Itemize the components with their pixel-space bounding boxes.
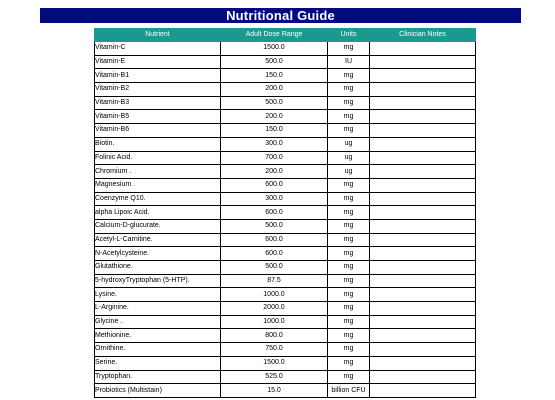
dose-cell: 150.0	[221, 69, 328, 83]
header-units: Units	[328, 29, 370, 42]
clinician-note-cell[interactable]	[370, 69, 476, 83]
table-row	[95, 55, 476, 69]
dose-cell: 200.0	[221, 83, 328, 97]
clinician-note-cell[interactable]	[370, 356, 476, 370]
unit-cell: mg	[328, 110, 370, 124]
table-row	[95, 96, 476, 110]
dose-cell: 600.0	[221, 233, 328, 247]
clinician-note-cell[interactable]	[370, 165, 476, 179]
unit-cell: mg	[328, 83, 370, 97]
clinician-note-cell[interactable]	[370, 206, 476, 220]
dose-cell: 87.5	[221, 274, 328, 288]
unit-cell: ug	[328, 165, 370, 179]
dose-cell: 150.0	[221, 124, 328, 138]
nutrient-cell: Biotin.	[95, 137, 221, 151]
nutrient-cell: L-Arginine.	[95, 302, 221, 316]
clinician-note-cell[interactable]	[370, 110, 476, 124]
nutrient-cell: Chromium .	[95, 165, 221, 179]
unit-cell: mg	[328, 343, 370, 357]
unit-cell: mg	[328, 69, 370, 83]
table-row	[95, 178, 476, 192]
nutrient-cell: alpha Lipoic Acid.	[95, 206, 221, 220]
unit-cell: mg	[328, 96, 370, 110]
nutrient-cell: Vitamin-B2	[95, 83, 221, 97]
table-row	[95, 69, 476, 83]
dose-cell: 2000.0	[221, 302, 328, 316]
table-row	[95, 329, 476, 343]
table-row	[95, 288, 476, 302]
unit-cell: mg	[328, 329, 370, 343]
table-row	[95, 370, 476, 384]
clinician-note-cell[interactable]	[370, 384, 476, 398]
table-row	[95, 356, 476, 370]
nutrient-cell: Vitamin-E	[95, 55, 221, 69]
unit-cell: mg	[328, 370, 370, 384]
dose-cell: 300.0	[221, 137, 328, 151]
nutrient-cell: Tryptophan.	[95, 370, 221, 384]
dose-cell: 700.0	[221, 151, 328, 165]
dose-cell: 1500.0	[221, 42, 328, 56]
table-row	[95, 206, 476, 220]
unit-cell: ug	[328, 151, 370, 165]
clinician-note-cell[interactable]	[370, 124, 476, 138]
clinician-note-cell[interactable]	[370, 343, 476, 357]
clinician-note-cell[interactable]	[370, 219, 476, 233]
unit-cell: mg	[328, 206, 370, 220]
dose-cell: 525.0	[221, 370, 328, 384]
dose-cell: 750.0	[221, 343, 328, 357]
dose-cell: 800.0	[221, 329, 328, 343]
table-row	[95, 274, 476, 288]
unit-cell: mg	[328, 247, 370, 261]
nutrient-cell: N-Acetylcysteine.	[95, 247, 221, 261]
table-row	[95, 83, 476, 97]
table-row	[95, 233, 476, 247]
table-row	[95, 343, 476, 357]
clinician-note-cell[interactable]	[370, 370, 476, 384]
table-row	[95, 315, 476, 329]
clinician-note-cell[interactable]	[370, 302, 476, 316]
unit-cell: mg	[328, 219, 370, 233]
unit-cell: mg	[328, 261, 370, 275]
nutrient-cell: Serine.	[95, 356, 221, 370]
table-row	[95, 261, 476, 275]
dose-cell: 500.0	[221, 219, 328, 233]
clinician-note-cell[interactable]	[370, 274, 476, 288]
dose-cell: 200.0	[221, 165, 328, 179]
unit-cell: mg	[328, 274, 370, 288]
clinician-note-cell[interactable]	[370, 329, 476, 343]
nutrient-cell: Glutathione.	[95, 261, 221, 275]
table-row	[95, 247, 476, 261]
clinician-note-cell[interactable]	[370, 233, 476, 247]
clinician-note-cell[interactable]	[370, 83, 476, 97]
unit-cell: IU	[328, 55, 370, 69]
page-title: Nutritional Guide	[40, 8, 521, 23]
unit-cell: mg	[328, 356, 370, 370]
nutrient-cell: Glycine .	[95, 315, 221, 329]
table-row	[95, 165, 476, 179]
clinician-note-cell[interactable]	[370, 192, 476, 206]
clinician-note-cell[interactable]	[370, 96, 476, 110]
nutrient-cell: Probiotics (Multistain)	[95, 384, 221, 398]
dose-cell: 1000.0	[221, 315, 328, 329]
clinician-note-cell[interactable]	[370, 178, 476, 192]
nutrition-table	[94, 28, 476, 398]
dose-cell: 1000.0	[221, 288, 328, 302]
nutrient-cell: Methionine.	[95, 329, 221, 343]
unit-cell: mg	[328, 288, 370, 302]
nutrient-cell: Vitamin-B5	[95, 110, 221, 124]
header-nutrient: Nutrient	[95, 29, 221, 42]
clinician-note-cell[interactable]	[370, 261, 476, 275]
unit-cell: mg	[328, 302, 370, 316]
nutrient-cell: Folinic Acid.	[95, 151, 221, 165]
clinician-note-cell[interactable]	[370, 151, 476, 165]
dose-cell: 15.0	[221, 384, 328, 398]
nutrient-cell: Coenzyme Q10.	[95, 192, 221, 206]
clinician-note-cell[interactable]	[370, 55, 476, 69]
nutrient-cell: Vitamin-B3	[95, 96, 221, 110]
clinician-note-cell[interactable]	[370, 247, 476, 261]
unit-cell: mg	[328, 315, 370, 329]
dose-cell: 500.0	[221, 55, 328, 69]
unit-cell: billion CFU	[328, 384, 370, 398]
table-row	[95, 219, 476, 233]
nutrient-cell: Vitamin-B1	[95, 69, 221, 83]
dose-cell: 600.0	[221, 206, 328, 220]
dose-cell: 500.0	[221, 96, 328, 110]
nutrient-cell: Calcium-D-glucurate.	[95, 219, 221, 233]
table-row	[95, 42, 476, 56]
nutrient-cell: Acetyl-L-Carnitine.	[95, 233, 221, 247]
nutrient-cell: Vitamin-B6	[95, 124, 221, 138]
dose-cell: 500.0	[221, 261, 328, 275]
clinician-note-cell[interactable]	[370, 288, 476, 302]
header-notes: Clinician Notes	[370, 29, 476, 42]
unit-cell: mg	[328, 124, 370, 138]
nutrient-cell: Ornithine.	[95, 343, 221, 357]
unit-cell: mg	[328, 233, 370, 247]
table-row	[95, 302, 476, 316]
nutrient-cell: Vitamin-C	[95, 42, 221, 56]
table-header-row	[95, 29, 476, 42]
dose-cell: 200.0	[221, 110, 328, 124]
table-row	[95, 137, 476, 151]
table-row	[95, 384, 476, 398]
unit-cell: mg	[328, 42, 370, 56]
unit-cell: mg	[328, 178, 370, 192]
table-row	[95, 110, 476, 124]
dose-cell: 300.0	[221, 192, 328, 206]
table-row	[95, 192, 476, 206]
nutrient-cell: 5-hydroxyTryptophan (5-HTP).	[95, 274, 221, 288]
clinician-note-cell[interactable]	[370, 42, 476, 56]
clinician-note-cell[interactable]	[370, 315, 476, 329]
unit-cell: mg	[328, 192, 370, 206]
unit-cell: ug	[328, 137, 370, 151]
dose-cell: 600.0	[221, 247, 328, 261]
dose-cell: 600.0	[221, 178, 328, 192]
nutrient-cell: Lysine.	[95, 288, 221, 302]
nutrient-cell: Magnesium .	[95, 178, 221, 192]
dose-cell: 1500.0	[221, 356, 328, 370]
table-row	[95, 151, 476, 165]
header-dose: Adult Dose Range	[221, 29, 328, 42]
table-row	[95, 124, 476, 138]
clinician-note-cell[interactable]	[370, 137, 476, 151]
